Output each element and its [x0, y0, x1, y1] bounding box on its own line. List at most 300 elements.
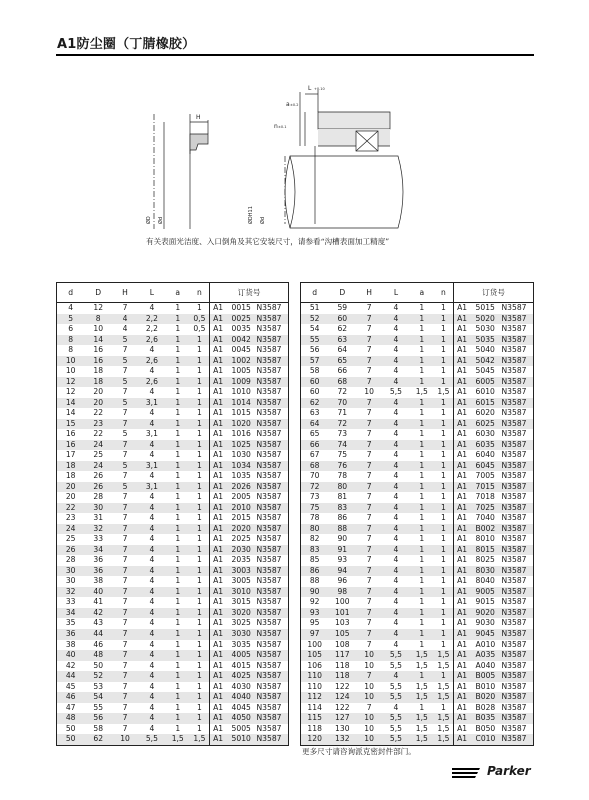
table-cell: A1: [454, 471, 473, 482]
table-cell: 4: [393, 324, 399, 334]
table-row: [301, 703, 534, 714]
header-d: D: [84, 283, 112, 303]
table-cell: 1010: [231, 387, 251, 397]
table-cell: A1: [454, 387, 473, 398]
table-cell: A1: [454, 597, 473, 608]
table-cell: 14: [84, 335, 112, 346]
table-row: [57, 640, 289, 651]
table-cell: 42: [65, 660, 76, 670]
table-cell: 1: [166, 692, 190, 703]
table-cell: N3587: [501, 408, 527, 418]
table-cell: 4: [393, 471, 399, 481]
table-cell: 0035: [231, 324, 251, 334]
table-cell: 58: [309, 366, 320, 376]
table-cell: 23: [84, 419, 112, 430]
table-cell: A1: [210, 492, 229, 503]
table-cell: 7: [112, 566, 138, 577]
table-cell: 1: [419, 303, 425, 312]
table-row: [301, 618, 534, 629]
table-cell: 18: [65, 471, 76, 481]
table-cell: N3587: [499, 356, 534, 367]
table-cell: N3587: [501, 471, 527, 481]
table-cell: 7: [366, 702, 372, 712]
table-cell: N3587: [499, 503, 534, 514]
table-cell: 1,5: [415, 660, 428, 670]
table-cell: 4: [382, 566, 410, 577]
table-cell: 4: [382, 524, 410, 535]
table-cell: 1,5: [415, 387, 428, 397]
table-cell: 73: [309, 492, 320, 502]
table-cell: N3587: [499, 440, 534, 451]
table-cell: 7: [112, 587, 138, 598]
table-cell: 1: [175, 303, 181, 312]
table-cell: 2025: [231, 534, 251, 544]
table-cell: 4: [393, 618, 399, 628]
table-cell: 45: [65, 681, 76, 691]
table-row: [57, 482, 289, 493]
table-cell: 86: [337, 513, 348, 523]
table-cell: B005: [473, 671, 499, 682]
table-cell: 1005: [231, 366, 251, 376]
table-cell: 40: [84, 587, 112, 598]
table-cell: 20: [93, 387, 104, 397]
table-cell: 106: [307, 660, 322, 670]
table-cell: 1: [196, 366, 202, 376]
table-cell: 1: [166, 671, 190, 682]
table-cell: A1: [454, 303, 473, 314]
table-cell: 28: [65, 555, 76, 565]
table-cell: 4: [382, 314, 410, 325]
table-row: [57, 503, 289, 514]
table-cell: 1: [434, 608, 454, 619]
table-cell: 1: [410, 314, 434, 325]
table-cell: 12: [57, 377, 85, 388]
table-cell: 7: [356, 440, 382, 451]
table-cell: 7: [112, 671, 138, 682]
table-cell: 17: [65, 450, 76, 460]
header-l: L: [138, 283, 166, 303]
table-cell: N3587: [501, 429, 527, 439]
table-row: [57, 671, 289, 682]
table-cell: 122: [335, 681, 350, 691]
table-cell: 48: [57, 713, 85, 724]
table-cell: A1: [454, 629, 473, 640]
table-cell: 7: [112, 524, 138, 535]
table-cell: 7018: [475, 492, 495, 502]
table-cell: B002: [473, 524, 499, 535]
table-row: [57, 545, 289, 556]
table-cell: 1: [175, 450, 181, 460]
table-cell: N3587: [254, 461, 289, 472]
table-cell: 1: [175, 639, 181, 649]
table-row: [301, 429, 534, 440]
table-cell: 7: [112, 419, 138, 430]
table-cell: 5,5: [389, 723, 402, 733]
table-cell: 81: [337, 492, 348, 502]
table-cell: 7: [356, 461, 382, 472]
table-cell: A1: [210, 398, 229, 409]
label-n: n: [274, 123, 278, 130]
table-cell: 96: [337, 576, 348, 586]
table-cell: 1: [410, 335, 434, 346]
table-cell: 76: [328, 461, 356, 472]
table-cell: 7: [366, 576, 372, 586]
label-a-tol: ±0.2: [290, 103, 299, 107]
table-cell: A1: [454, 503, 473, 514]
table-row: [57, 650, 289, 661]
table-cell: 1: [440, 324, 446, 334]
table-cell: 1002: [229, 356, 254, 367]
table-row: [57, 608, 289, 619]
table-cell: 3010: [229, 587, 254, 598]
table-cell: 66: [337, 366, 348, 376]
table-cell: 7: [122, 513, 128, 523]
label-L: L: [308, 85, 312, 92]
table-cell: 4: [393, 513, 399, 523]
table-cell: A1: [210, 450, 229, 461]
table-cell: N3587: [501, 702, 527, 712]
table-cell: 4: [382, 629, 410, 640]
table-cell: 48: [84, 650, 112, 661]
table-cell: 60: [309, 387, 320, 397]
table-row: [57, 471, 289, 482]
table-cell: 1,5: [434, 713, 454, 724]
table-cell: A1: [454, 524, 473, 535]
table-row: [57, 492, 289, 503]
table-cell: 1035: [231, 471, 251, 481]
label-n-tol: ±0.1: [278, 125, 287, 129]
table-cell: 20: [65, 492, 76, 502]
table-cell: 0042: [229, 335, 254, 346]
table-cell: 35: [65, 618, 76, 628]
table-row: [57, 377, 289, 388]
header-l: L: [382, 283, 410, 303]
table-row: [301, 629, 534, 640]
table-cell: 4005: [229, 650, 254, 661]
table-cell: 1: [419, 534, 425, 544]
table-cell: 26: [84, 482, 112, 493]
table-cell: 33: [93, 534, 104, 544]
table-cell: N3587: [254, 713, 289, 724]
table-cell: A1: [454, 345, 473, 356]
table-cell: 8010: [475, 534, 495, 544]
table-cell: 4050: [229, 713, 254, 724]
table-row: [301, 398, 534, 409]
table-cell: 1: [196, 597, 202, 607]
table-cell: 14: [57, 398, 85, 409]
table-cell: 4: [393, 366, 399, 376]
table-row: [301, 314, 534, 325]
table-row: [301, 377, 534, 388]
table-cell: 5,5: [138, 734, 166, 745]
table-cell: A1: [454, 703, 473, 714]
table-cell: 1: [175, 681, 181, 691]
table-cell: 1: [196, 513, 202, 523]
table-cell: 23: [65, 513, 76, 523]
table-cell: 4: [382, 461, 410, 472]
table-cell: 55: [301, 335, 329, 346]
table-cell: 5035: [473, 335, 499, 346]
table-cell: 4: [382, 419, 410, 430]
table-cell: 1: [190, 440, 210, 451]
table-cell: 55: [93, 702, 104, 712]
table-cell: 2015: [231, 513, 251, 523]
table-cell: 5,5: [382, 713, 410, 724]
table-cell: 1: [166, 587, 190, 598]
table-cell: 1020: [229, 419, 254, 430]
table-cell: 1,5: [166, 734, 190, 745]
table-cell: A1: [210, 566, 229, 577]
table-cell: 1: [196, 702, 202, 712]
table-cell: 1: [440, 366, 446, 376]
label-D-left: ØD: [146, 216, 152, 224]
table-cell: 2030: [229, 545, 254, 556]
table-cell: 33: [65, 597, 76, 607]
table-cell: 1: [419, 492, 425, 502]
table-cell: 5,5: [382, 650, 410, 661]
table-cell: 7: [356, 524, 382, 535]
table-cell: 30: [84, 503, 112, 514]
table-cell: 4: [149, 723, 155, 733]
table-cell: 1: [434, 314, 454, 325]
table-cell: 2010: [229, 503, 254, 514]
table-cell: 2,6: [138, 356, 166, 367]
table-cell: 70: [328, 398, 356, 409]
table-cell: A1: [454, 545, 473, 556]
table-cell: N3587: [256, 324, 282, 334]
table-cell: A1: [210, 335, 229, 346]
table-cell: 10: [364, 387, 374, 397]
table-cell: 1: [175, 324, 181, 334]
table-cell: N3587: [499, 734, 534, 745]
table-cell: 7015: [473, 482, 499, 493]
table-cell: N3587: [499, 566, 534, 577]
table-cell: N3587: [256, 534, 282, 544]
table-cell: 6030: [475, 429, 495, 439]
table-cell: 5,5: [389, 681, 402, 691]
table-cell: N3587: [499, 482, 534, 493]
table-cell: 2026: [229, 482, 254, 493]
table-cell: N3587: [501, 723, 527, 733]
table-cell: 4: [382, 356, 410, 367]
table-cell: 4: [393, 492, 399, 502]
header-n: n: [190, 283, 210, 303]
table-cell: 44: [57, 671, 85, 682]
table-row: [301, 345, 534, 356]
table-row: [301, 576, 534, 587]
table-cell: N3587: [501, 345, 527, 355]
table-cell: 4: [149, 450, 155, 460]
table-cell: 9030: [475, 618, 495, 628]
table-cell: 22: [93, 429, 104, 439]
table-left-header: [57, 283, 289, 303]
table-cell: B028: [475, 702, 496, 712]
header-d: D: [328, 283, 356, 303]
table-cell: 52: [84, 671, 112, 682]
table-cell: 7: [122, 492, 128, 502]
table-cell: 54: [84, 692, 112, 703]
table-row: [301, 471, 534, 482]
table-cell: 18: [93, 366, 104, 376]
table-cell: A1: [454, 482, 473, 493]
table-cell: 1034: [229, 461, 254, 472]
table-cell: B050: [475, 723, 496, 733]
table-cell: 5042: [473, 356, 499, 367]
table-cell: 108: [335, 639, 350, 649]
table-cell: A1: [210, 597, 229, 608]
table-cell: 7: [356, 566, 382, 577]
table-cell: 6005: [473, 377, 499, 388]
table-cell: 7: [366, 450, 372, 460]
table-cell: 7: [356, 608, 382, 619]
table-cell: 1: [196, 723, 202, 733]
table-cell: 1: [190, 629, 210, 640]
table-cell: A1: [454, 324, 473, 335]
table-cell: A010: [475, 639, 496, 649]
table-row: [301, 734, 534, 745]
table-row: [57, 534, 289, 545]
table-cell: N3587: [501, 366, 527, 376]
table-cell: 1: [196, 345, 202, 355]
table-cell: 3035: [231, 639, 251, 649]
table-cell: 4015: [231, 660, 251, 670]
table-cell: 1: [166, 419, 190, 430]
table-cell: 7: [122, 303, 128, 312]
table-cell: N3587: [256, 450, 282, 460]
table-cell: 4: [393, 534, 399, 544]
table-cell: 1: [175, 723, 181, 733]
label-H: H: [196, 114, 201, 121]
table-cell: 95: [309, 618, 320, 628]
table-cell: 1009: [229, 377, 254, 388]
table-cell: N3587: [256, 471, 282, 481]
table-cell: A1: [454, 398, 473, 409]
table-cell: 22: [57, 503, 85, 514]
table-cell: 1: [410, 482, 434, 493]
table-cell: 4: [138, 524, 166, 535]
table-cell: 4: [382, 587, 410, 598]
table-cell: 62: [84, 734, 112, 745]
table-cell: 80: [328, 482, 356, 493]
table-cell: 6020: [475, 408, 495, 418]
table-cell: 98: [328, 587, 356, 598]
label-a: a: [286, 101, 290, 108]
table-cell: 73: [337, 429, 348, 439]
table-cell: 4: [149, 408, 155, 418]
table-cell: 88: [309, 576, 320, 586]
table-row: [57, 429, 289, 440]
table-cell: 7: [356, 587, 382, 598]
table-cell: N3587: [254, 629, 289, 640]
table-cell: 1: [434, 545, 454, 556]
table-cell: 4: [382, 335, 410, 346]
table-cell: N3587: [254, 671, 289, 682]
table-cell: 6010: [475, 387, 495, 397]
header-h: H: [112, 283, 138, 303]
table-cell: 2035: [231, 555, 251, 565]
table-cell: 112: [301, 692, 329, 703]
table-cell: 5: [112, 356, 138, 367]
table-cell: 75: [337, 450, 348, 460]
table-cell: 1: [190, 482, 210, 493]
table-cell: A1: [210, 471, 229, 482]
table-cell: 62: [301, 398, 329, 409]
table-cell: 94: [328, 566, 356, 577]
table-cell: N3587: [501, 618, 527, 628]
diagram-caption: 有关表面光洁度、入口倒角及其它安装尺寸，请参看“沟槽表面加工精度”: [146, 237, 390, 246]
table-row: [301, 587, 534, 598]
table-cell: 6015: [473, 398, 499, 409]
table-cell: 64: [301, 419, 329, 430]
table-cell: 1,5: [410, 650, 434, 661]
title-rule: [56, 54, 534, 56]
table-cell: A1: [454, 671, 473, 682]
table-row: [301, 608, 534, 619]
table-row: [57, 366, 289, 377]
table-cell: 8040: [475, 576, 495, 586]
table-cell: 7: [122, 576, 128, 586]
table-cell: 4: [393, 555, 399, 565]
table-cell: 7: [122, 345, 128, 355]
table-cell: N3587: [499, 524, 534, 535]
table-row: [301, 419, 534, 430]
table-cell: 4: [138, 713, 166, 724]
table-cell: 42: [84, 608, 112, 619]
table-cell: 32: [57, 587, 85, 598]
table-cell: 5: [112, 461, 138, 472]
table-cell: N3587: [499, 650, 534, 661]
table-cell: N3587: [501, 597, 527, 607]
table-cell: 1: [166, 566, 190, 577]
table-cell: 1: [410, 398, 434, 409]
table-cell: 4: [393, 450, 399, 460]
table-row: [301, 692, 534, 703]
table-cell: N3587: [499, 713, 534, 724]
table-cell: N3587: [256, 513, 282, 523]
table-cell: 14: [65, 408, 76, 418]
table-cell: 2005: [231, 492, 251, 502]
table-cell: 4: [149, 471, 155, 481]
table-cell: 4: [138, 545, 166, 556]
table-cell: 3,1: [145, 429, 158, 439]
table-cell: 72: [337, 387, 348, 397]
table-cell: 6040: [475, 450, 495, 460]
table-cell: A1: [454, 724, 473, 735]
table-cell: 2,6: [138, 335, 166, 346]
table-cell: 63: [309, 408, 320, 418]
header-order-no: 订货号: [454, 283, 534, 303]
table-cell: A1: [210, 618, 229, 629]
table-cell: 1: [410, 608, 434, 619]
table-cell: 83: [328, 503, 356, 514]
table-cell: 2,2: [145, 324, 158, 334]
table-cell: 4: [393, 639, 399, 649]
table-cell: 1: [419, 408, 425, 418]
table-cell: 7005: [475, 471, 495, 481]
table-cell: 7: [356, 503, 382, 514]
table-cell: A1: [454, 335, 473, 346]
table-cell: 1: [190, 608, 210, 619]
table-cell: 1: [410, 461, 434, 472]
table-cell: 7: [356, 419, 382, 430]
table-cell: N3587: [254, 566, 289, 577]
table-cell: N3587: [256, 492, 282, 502]
table-cell: N3587: [499, 398, 534, 409]
table-cell: 8: [57, 335, 85, 346]
table-cell: 1: [434, 440, 454, 451]
table-row: [301, 303, 534, 314]
table-cell: 3,1: [138, 398, 166, 409]
